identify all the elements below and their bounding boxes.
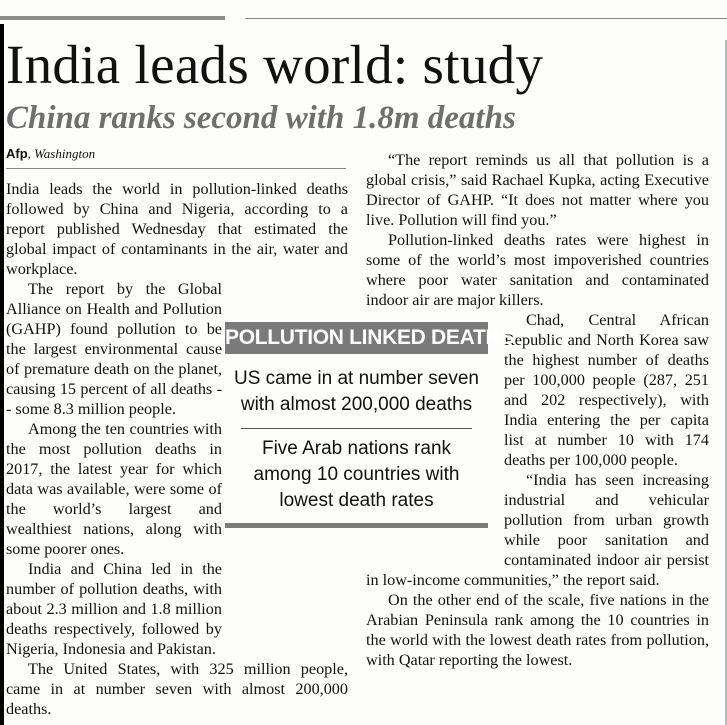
top-rule-right (245, 18, 727, 19)
byline-rule (6, 168, 346, 169)
page-edge-left (0, 24, 4, 725)
factbox-item: US came in at number seven with almost 200,000 deaths (233, 368, 479, 415)
byline-location: Washington (34, 146, 96, 161)
top-rule-left (0, 16, 225, 20)
factbox-body (225, 354, 488, 522)
byline-agency: Afp (6, 146, 28, 161)
paragraph-quote: “India has seen increasing industrial and vehicular pollution from urban growth while poor sanitation and contaminated indoor air persist in low-income communities,” the report said. (366, 471, 709, 589)
paragraph: The report by the Global Alliance on Health and Pollution (GAHP) found pollution to be the largest environmental cause of premature death on the planet, causing 15 percent of all deaths -- some 8.3 million people. (6, 280, 222, 418)
paragraph-quote: “The report reminds us all that pollution is a global crisis,” said Rachael Kupka, acting Executive Director of GAHP. “It does not matter where you live. Pollution will find you.” (366, 151, 709, 229)
factbox-divider (241, 428, 472, 429)
paragraph: Chad, Central African Republic and North Korea saw the highest number of deaths per 100,000 people (287, 251 and 202 respectively), with India entering the per capita list at number 10 with 174 deaths per 100,000 people. (504, 311, 709, 469)
subheadline: China ranks second with 1.8m deaths (6, 100, 516, 136)
paragraph: Pollution-linked deaths rates were highest in some of the world’s most impoverished countries where poor water sanitation and contaminated indoor air are major killers. (366, 231, 709, 309)
paragraph-lead: India leads the world in pollution-linked deaths followed by China and Nigeria, according to a report published Wednesday that estimated the global impact of contaminants in the air, water and workplace. (6, 180, 348, 278)
paragraph: India and China led in the number of pollution deaths, with about 2.3 million and 1.8 million deaths respectively, followed by Nigeria, Indonesia and Pakistan. (6, 560, 222, 658)
paragraph: The United States, with 325 million people, came in at number seven with almost 200,000 deaths. (6, 660, 348, 718)
factbox (225, 322, 515, 528)
paragraph: On the other end of the scale, five nations in the Arabian Peninsula rank among the 10 countries in the world with the lowest death rates from pollution, with Qatar reporting the lowest. (366, 591, 709, 669)
byline (6, 146, 95, 162)
factbox-bottom-rule (225, 523, 488, 528)
paragraph: Among the ten countries with the most pollution deaths in 2017, the latest year for which data was available, were some of the world’s largest and wealthiest nations, along with some poorer ones. (6, 420, 222, 558)
headline: India leads world: study (6, 34, 544, 95)
byline-separator: , (27, 146, 35, 161)
factbox-item: Five Arab nations rank among 10 countries with lowest death rates (253, 438, 460, 511)
factbox-title: POLLUTION LINKED DEATHS (225, 322, 488, 354)
